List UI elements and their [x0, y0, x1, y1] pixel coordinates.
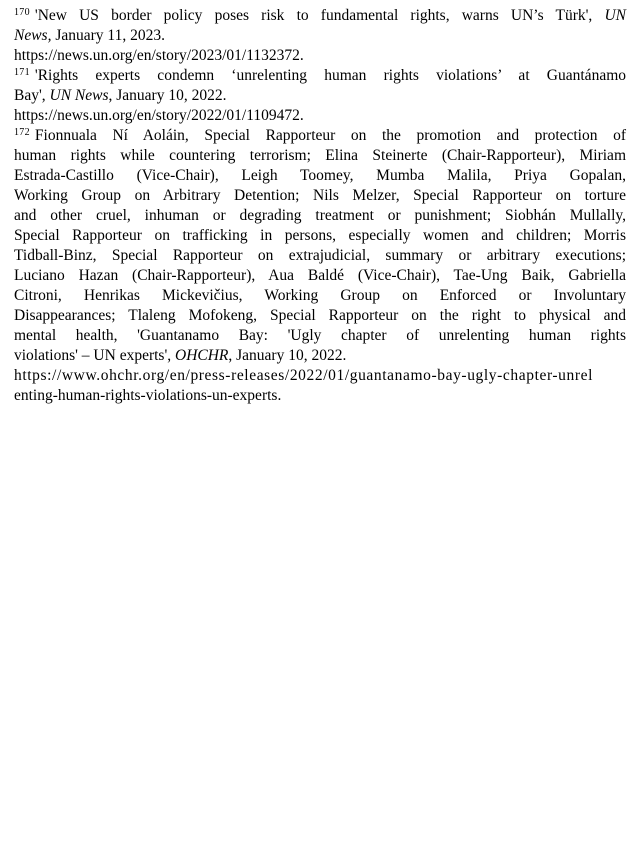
footnote-line [14, 386, 626, 406]
footnote-line [14, 346, 626, 366]
footnote-line [14, 246, 626, 266]
footnote-text: Tidball-Binz, Special Rapporteur on extrajudicial, summary or arbitrary executions; [14, 247, 626, 264]
footnote-text: UN [604, 7, 626, 24]
footnote [14, 6, 626, 66]
footnote-line [14, 26, 626, 46]
footnote-url: https://news.un.org/en/story/2022/01/1109472. [14, 107, 304, 124]
footnote-text: Citroni, Henrikas Mickevičius, Working Group on Enforced or Involuntary [14, 287, 626, 304]
footnote-number: 172 [14, 127, 30, 138]
footnote-line [14, 6, 626, 26]
footnote-text: , January 10, 2022. [228, 347, 347, 364]
footnote-text: violations' – UN experts', [14, 347, 175, 364]
footnotes-section [14, 6, 626, 406]
footnote-text: Fionnuala Ní Aoláin, Special Rapporteur on the promotion and protection of [34, 127, 626, 144]
footnote-text: and other cruel, inhuman or degrading treatment or punishment; Siobhán Mullally, [14, 207, 626, 224]
footnote-text: OHCHR [175, 347, 229, 364]
footnote-text: Disappearances; Tlaleng Mofokeng, Special Rapporteur on the right to physical and [14, 307, 626, 324]
footnote-url: https://news.un.org/en/story/2023/01/1132372. [14, 47, 304, 64]
footnote-line [14, 66, 626, 86]
footnote-text: Special Rapporteur on trafficking in persons, especially women and children; Morris [14, 227, 626, 244]
footnote-line [14, 146, 626, 166]
footnote-line [14, 206, 626, 226]
footnote-text: Estrada-Castillo (Vice-Chair), Leigh Toomey, Mumba Malila, Priya Gopalan, [14, 167, 626, 184]
footnote-text: enting-human-rights-violations-un-experts. [14, 387, 282, 404]
footnote-text: , January 10, 2022. [108, 87, 227, 104]
footnote-line [14, 326, 626, 346]
footnote-text: human rights while countering terrorism; Elina Steinerte (Chair-Rapporteur), Miriam [14, 147, 626, 164]
footnote [14, 66, 626, 126]
footnote-text: 'Rights experts condemn ‘unrelenting human rights violations’ at Guantánamo [34, 67, 626, 84]
footnote-line [14, 266, 626, 286]
footnote-url: https://www.ohchr.org/en/press-releases/2022/01/guantanamo-bay-ugly-chapter-unrel [14, 367, 594, 384]
footnote-text: Luciano Hazan (Chair-Rapporteur), Aua Baldé (Vice-Chair), Tae-Ung Baik, Gabriella [14, 267, 626, 284]
footnote-text: UN News [49, 87, 109, 104]
footnote-text: Working Group on Arbitrary Detention; Nils Melzer, Special Rapporteur on torture [14, 187, 626, 204]
footnote-number: 171 [14, 67, 30, 78]
footnote-line [14, 186, 626, 206]
footnote-line [14, 106, 626, 126]
footnote-line [14, 126, 626, 146]
footnote-text: 'New US border policy poses risk to fundamental rights, warns UN’s Türk', [34, 7, 605, 24]
footnote-line [14, 46, 626, 66]
footnote-number: 170 [14, 7, 30, 18]
footnote [14, 126, 626, 406]
footnote-text: News, [14, 27, 52, 44]
footnote-text: Bay', [14, 87, 50, 104]
footnote-line [14, 286, 626, 306]
footnote-line [14, 226, 626, 246]
footnote-line [14, 366, 626, 386]
footnote-line [14, 86, 626, 106]
footnote-line [14, 166, 626, 186]
footnote-line [14, 306, 626, 326]
footnote-text: mental health, 'Guantanamo Bay: 'Ugly chapter of unrelenting human rights [14, 327, 626, 344]
footnote-text: January 11, 2023. [51, 27, 165, 44]
